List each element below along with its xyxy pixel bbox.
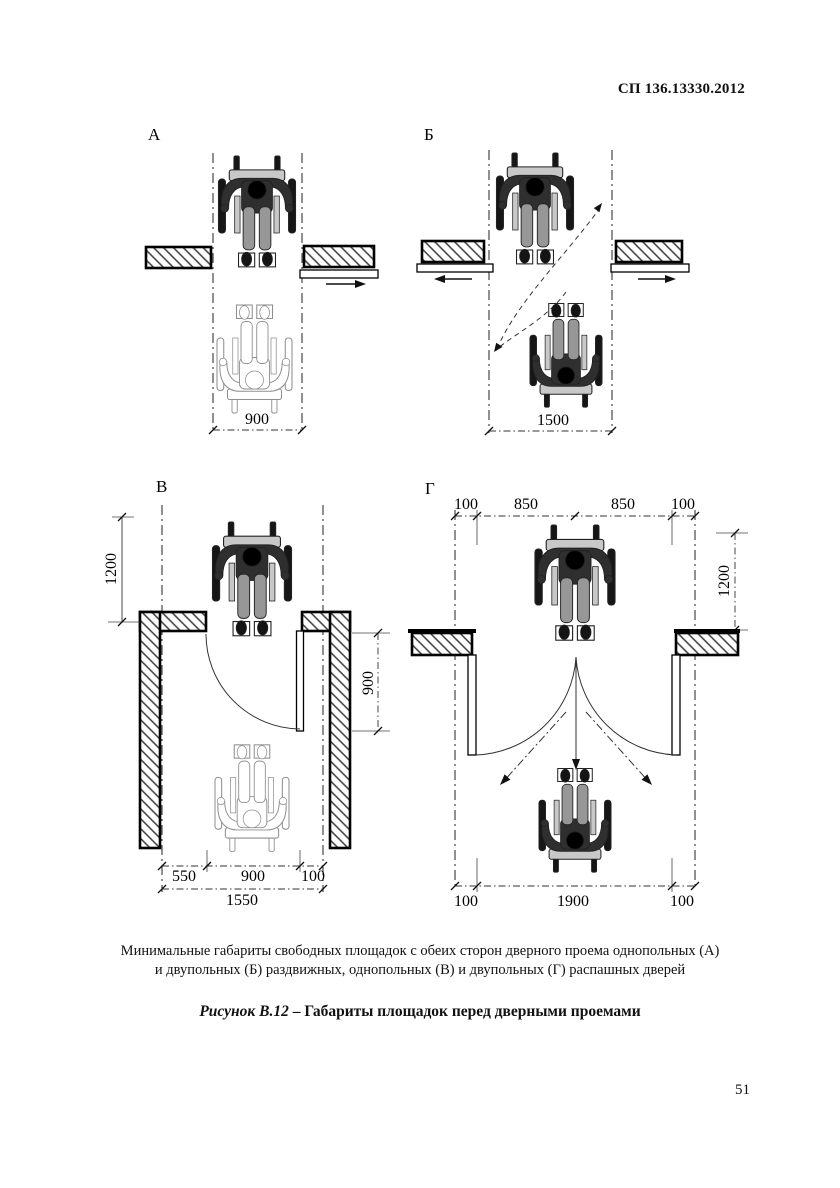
wall	[330, 612, 350, 848]
dimension-total-1550	[158, 885, 327, 909]
wheelchair-icon	[539, 769, 611, 873]
wheelchair-icon	[213, 522, 292, 636]
diagram-b	[417, 125, 689, 435]
svg-text:1200: 1200	[103, 553, 120, 585]
svg-text:1200: 1200	[716, 565, 733, 597]
wall	[146, 247, 211, 268]
wall	[304, 246, 374, 267]
travel-direction-arrows	[500, 660, 652, 785]
swing-door-leaf	[672, 655, 680, 755]
dimension-900-door	[352, 629, 390, 735]
wheelchair-icon	[535, 525, 615, 640]
svg-text:100: 100	[301, 868, 325, 885]
slide-direction-arrow	[326, 280, 366, 288]
svg-text:100: 100	[670, 893, 694, 910]
wheelchair-icon	[217, 305, 292, 413]
figure-title-text: – Габариты площадок перед дверными проемами	[292, 1003, 641, 1020]
diagram-a	[146, 125, 378, 434]
wheelchair-icon	[219, 156, 296, 267]
wheelchair-icon	[497, 153, 574, 264]
doc-number: СП 136.13330.2012	[617, 81, 745, 97]
wall	[412, 633, 472, 655]
slide-direction-arrow	[638, 275, 676, 283]
door-swing-arc	[576, 657, 676, 755]
sliding-door-leaf	[417, 264, 493, 272]
door-swing-arc	[476, 657, 576, 755]
dimension-bottom-row	[158, 850, 327, 885]
door-swing-arc	[206, 634, 300, 729]
diagram-g	[408, 479, 748, 910]
figure-number: Рисунок В.12	[199, 1003, 289, 1020]
swing-door-leaf	[468, 655, 476, 755]
diagram-v-label: В	[156, 477, 168, 496]
svg-text:550: 550	[172, 868, 196, 885]
svg-text:900: 900	[245, 411, 269, 428]
svg-text:100: 100	[454, 893, 478, 910]
wall	[422, 241, 484, 262]
svg-text:100: 100	[454, 496, 478, 513]
svg-text:1550: 1550	[226, 892, 258, 909]
sliding-door-leaf	[300, 270, 378, 278]
wall	[140, 612, 160, 848]
figure-caption	[0, 942, 840, 980]
dimension-1500	[485, 412, 616, 435]
diagram-g-label: Г	[425, 479, 435, 498]
figure-title	[0, 1003, 840, 1021]
svg-text:1500: 1500	[537, 412, 569, 429]
svg-text:900: 900	[360, 671, 377, 695]
svg-text:850: 850	[514, 496, 538, 513]
diagram-a-label: А	[148, 125, 161, 144]
dimension-1200	[103, 513, 140, 626]
wall	[676, 633, 738, 655]
svg-text:100: 100	[671, 496, 695, 513]
diagram-b-label: Б	[424, 125, 434, 144]
dimension-900	[209, 411, 306, 434]
page-number: 51	[735, 1082, 750, 1098]
sliding-door-leaf	[611, 264, 689, 272]
wheelchair-icon	[530, 304, 602, 408]
dimension-1200	[700, 529, 748, 634]
figure-caption-line2: и двупольных (Б) раздвижных, однопольных (В) и двупольных (Г) распашных дверей	[154, 962, 686, 978]
svg-text:1900: 1900	[557, 893, 589, 910]
svg-text:850: 850	[611, 496, 635, 513]
swing-door-leaf	[297, 631, 304, 731]
svg-text:900: 900	[241, 868, 265, 885]
dimension-bottom-row	[451, 858, 699, 910]
figure-caption-line1: Минимальные габариты свободных площадок с обеих сторон дверного проема однопольных (А)	[120, 943, 720, 959]
dimension-top-row	[451, 496, 699, 545]
slide-direction-arrow	[434, 275, 472, 283]
wall	[616, 241, 682, 262]
diagram-v	[103, 477, 390, 909]
wheelchair-icon	[215, 745, 289, 852]
